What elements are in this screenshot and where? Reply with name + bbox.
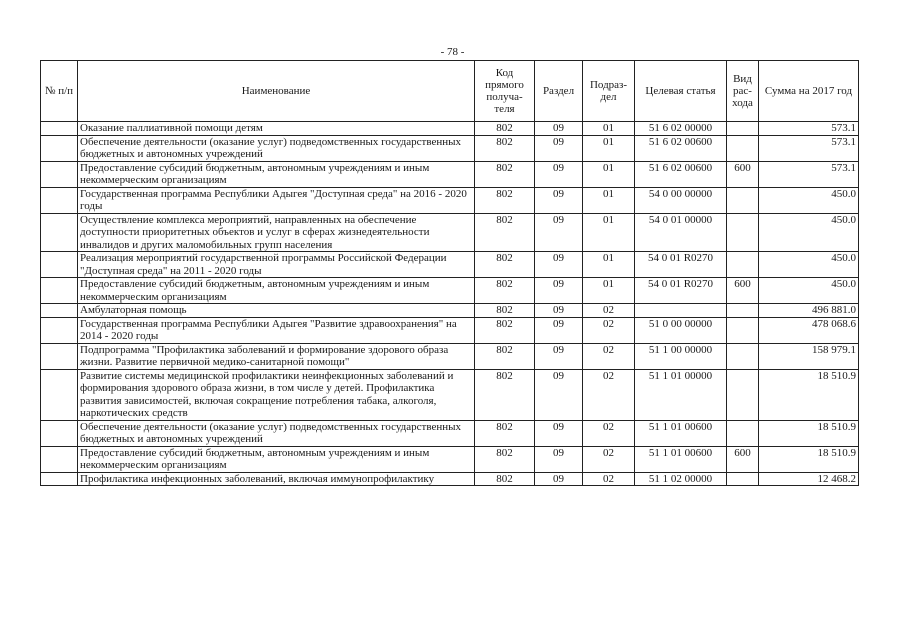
row-subsection: 02 <box>583 420 635 446</box>
header-expense-type: Вид рас-хода <box>727 61 759 122</box>
row-num <box>41 213 78 252</box>
row-target: 54 0 01 R0270 <box>635 278 727 304</box>
budget-table <box>40 60 859 486</box>
row-code: 802 <box>475 317 535 343</box>
table-row <box>41 420 859 446</box>
row-expense-type <box>727 213 759 252</box>
row-amount: 18 510.9 <box>759 369 859 420</box>
table-row <box>41 252 859 278</box>
header-section: Раздел <box>535 61 583 122</box>
row-num <box>41 304 78 318</box>
row-subsection: 02 <box>583 317 635 343</box>
table-row <box>41 161 859 187</box>
row-target: 51 0 00 00000 <box>635 317 727 343</box>
row-section: 09 <box>535 317 583 343</box>
row-amount: 573.1 <box>759 161 859 187</box>
row-expense-type: 600 <box>727 278 759 304</box>
row-subsection: 01 <box>583 213 635 252</box>
row-name: Предоставление субсидий бюджетным, автономным учреждениям и иным некоммерческим организациям <box>78 278 475 304</box>
row-num <box>41 187 78 213</box>
row-amount: 18 510.9 <box>759 420 859 446</box>
row-code: 802 <box>475 161 535 187</box>
row-target: 51 6 02 00600 <box>635 161 727 187</box>
row-num <box>41 278 78 304</box>
row-target: 54 0 00 00000 <box>635 187 727 213</box>
row-amount: 573.1 <box>759 122 859 136</box>
row-num <box>41 161 78 187</box>
row-expense-type <box>727 252 759 278</box>
row-expense-type <box>727 187 759 213</box>
row-amount: 450.0 <box>759 252 859 278</box>
row-amount: 12 468.2 <box>759 472 859 486</box>
row-amount: 478 068.6 <box>759 317 859 343</box>
row-subsection: 02 <box>583 304 635 318</box>
row-name: Реализация мероприятий государственной программы Российской Федерации "Доступная среда" на 2011 - 2020 годы <box>78 252 475 278</box>
row-name: Предоставление субсидий бюджетным, автономным учреждениям и иным некоммерческим организациям <box>78 446 475 472</box>
row-amount: 496 881.0 <box>759 304 859 318</box>
row-subsection: 01 <box>583 135 635 161</box>
row-target: 54 0 01 R0270 <box>635 252 727 278</box>
row-code: 802 <box>475 369 535 420</box>
row-code: 802 <box>475 252 535 278</box>
row-expense-type <box>727 135 759 161</box>
row-section: 09 <box>535 369 583 420</box>
row-code: 802 <box>475 420 535 446</box>
row-amount: 573.1 <box>759 135 859 161</box>
row-expense-type <box>727 472 759 486</box>
row-section: 09 <box>535 187 583 213</box>
row-num <box>41 135 78 161</box>
row-amount: 18 510.9 <box>759 446 859 472</box>
page-number: - 78 - <box>440 46 465 58</box>
table-row <box>41 317 859 343</box>
header-target: Целевая статья <box>635 61 727 122</box>
row-num <box>41 252 78 278</box>
row-amount: 450.0 <box>759 278 859 304</box>
row-code: 802 <box>475 446 535 472</box>
row-target: 51 1 01 00600 <box>635 420 727 446</box>
row-subsection: 02 <box>583 343 635 369</box>
table-row <box>41 446 859 472</box>
row-code: 802 <box>475 278 535 304</box>
row-target: 51 1 01 00000 <box>635 369 727 420</box>
row-target: 51 6 02 00600 <box>635 135 727 161</box>
row-section: 09 <box>535 252 583 278</box>
row-target: 51 1 01 00600 <box>635 446 727 472</box>
row-expense-type: 600 <box>727 161 759 187</box>
row-section: 09 <box>535 161 583 187</box>
row-code: 802 <box>475 122 535 136</box>
row-num <box>41 420 78 446</box>
row-target: 51 1 00 00000 <box>635 343 727 369</box>
row-num <box>41 343 78 369</box>
row-subsection: 01 <box>583 187 635 213</box>
row-expense-type <box>727 304 759 318</box>
row-section: 09 <box>535 278 583 304</box>
row-target: 54 0 01 00000 <box>635 213 727 252</box>
row-name: Предоставление субсидий бюджетным, автономным учреждениям и иным некоммерческим организациям <box>78 161 475 187</box>
table-row <box>41 135 859 161</box>
row-subsection: 02 <box>583 446 635 472</box>
row-code: 802 <box>475 135 535 161</box>
row-section: 09 <box>535 446 583 472</box>
table-row <box>41 278 859 304</box>
row-num <box>41 122 78 136</box>
row-section: 09 <box>535 472 583 486</box>
row-name: Подпрограмма "Профилактика заболеваний и формирование здорового образа жизни. Развитие первичной медико-санитарной помощи" <box>78 343 475 369</box>
row-expense-type <box>727 122 759 136</box>
row-code: 802 <box>475 343 535 369</box>
row-subsection: 02 <box>583 369 635 420</box>
row-name: Амбулаторная помощь <box>78 304 475 318</box>
row-expense-type: 600 <box>727 446 759 472</box>
table-row <box>41 343 859 369</box>
table-row <box>41 304 859 318</box>
row-num <box>41 472 78 486</box>
row-subsection: 01 <box>583 252 635 278</box>
row-num <box>41 317 78 343</box>
row-expense-type <box>727 369 759 420</box>
row-num <box>41 369 78 420</box>
header-code: Код прямого получа-теля <box>475 61 535 122</box>
table-body <box>41 122 859 486</box>
row-target <box>635 304 727 318</box>
row-name: Оказание паллиативной помощи детям <box>78 122 475 136</box>
header-subsection: Подраз-дел <box>583 61 635 122</box>
row-code: 802 <box>475 213 535 252</box>
row-code: 802 <box>475 304 535 318</box>
row-subsection: 01 <box>583 278 635 304</box>
table-header-row <box>41 61 859 122</box>
row-section: 09 <box>535 122 583 136</box>
row-section: 09 <box>535 420 583 446</box>
row-name: Профилактика инфекционных заболеваний, включая иммунопрофилактику <box>78 472 475 486</box>
row-section: 09 <box>535 135 583 161</box>
row-section: 09 <box>535 343 583 369</box>
row-expense-type <box>727 343 759 369</box>
row-name: Обеспечение деятельности (оказание услуг) подведомственных государственных бюджетных и автономных учреждений <box>78 135 475 161</box>
row-target: 51 1 02 00000 <box>635 472 727 486</box>
header-amount: Сумма на 2017 год <box>759 61 859 122</box>
row-target: 51 6 02 00000 <box>635 122 727 136</box>
row-section: 09 <box>535 304 583 318</box>
row-code: 802 <box>475 472 535 486</box>
row-name: Государственная программа Республики Адыгея "Развитие здравоохранения" на 2014 - 2020 годы <box>78 317 475 343</box>
row-subsection: 01 <box>583 122 635 136</box>
row-expense-type <box>727 420 759 446</box>
row-subsection: 01 <box>583 161 635 187</box>
row-section: 09 <box>535 213 583 252</box>
row-amount: 158 979.1 <box>759 343 859 369</box>
row-name: Осуществление комплекса мероприятий, направленных на обеспечение доступности приоритетных объектов и услуг в сферах жизнедеятельности инвалидов и других маломобильных групп населения <box>78 213 475 252</box>
header-name: Наименование <box>78 61 475 122</box>
row-amount: 450.0 <box>759 187 859 213</box>
table-row <box>41 369 859 420</box>
table-row <box>41 472 859 486</box>
row-num <box>41 446 78 472</box>
row-name: Государственная программа Республики Адыгея "Доступная среда" на 2016 - 2020 годы <box>78 187 475 213</box>
row-name: Обеспечение деятельности (оказание услуг) подведомственных государственных бюджетных и автономных учреждений <box>78 420 475 446</box>
table-row <box>41 213 859 252</box>
header-num: № п/п <box>41 61 78 122</box>
table-row <box>41 187 859 213</box>
row-name: Развитие системы медицинской профилактики неинфекционных заболеваний и формирования здорового образа жизни, в том числе у детей. Профилактика развития зависимостей, включая сокращение потребления табака, алкоголя, наркотических средств <box>78 369 475 420</box>
row-expense-type <box>727 317 759 343</box>
row-code: 802 <box>475 187 535 213</box>
row-amount: 450.0 <box>759 213 859 252</box>
table-row <box>41 122 859 136</box>
row-subsection: 02 <box>583 472 635 486</box>
